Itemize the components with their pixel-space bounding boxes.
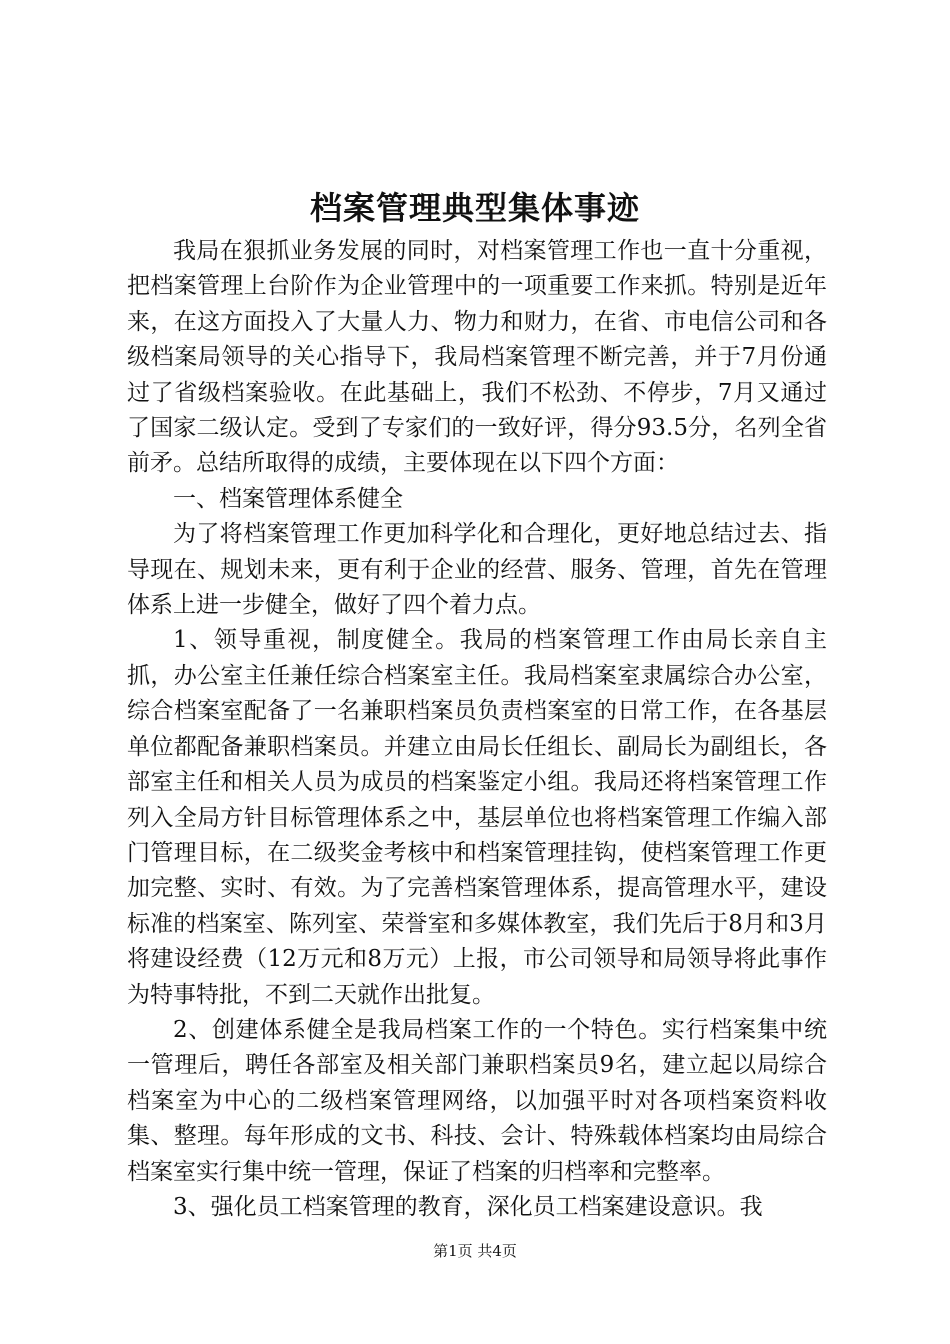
paragraph-point-1: 1、领导重视，制度健全。我局的档案管理工作由局长亲自主抓，办公室主任兼任综合档案室主任。我局档案室隶属综合办公室，综合档案室配备了一名兼职档案员负责档案室的日常工作，在各基层单位都配备兼职档案员。并建立由局长任组长、副局长为副组长，各部室主任和相关人员为成员的档案鉴定小组。我局还将档案管理工作列入全局方针目标管理体系之中，基层单位也将档案管理工作编入部门管理目标，在二级奖金考核中和档案管理挂钩，使档案管理工作更加完整、实时、有效。为了完善档案管理体系，提高管理水平，建设标准的档案室、陈列室、荣誉室和多媒体教室，我们先后于8月和3月将建设经费（12万元和8万元）上报，市公司领导和局领导将此事作为特事特批，不到二天就作出批复。 (127, 627, 827, 1008)
section-heading-1: 一、档案管理体系健全 (173, 485, 403, 512)
page-footer: 第1页 共4页 (433, 1242, 517, 1260)
document-title: 档案管理典型集体事迹 (309, 189, 640, 227)
paragraph-point-2: 2、创建体系健全是我局档案工作的一个特色。实行档案集中统一管理后，聘任各部室及相关部门兼职档案员9名，建立起以局综合档案室为中心的二级档案管理网络，以加强平时对各项档案资料收集、整理。每年形成的文书、科技、会计、特殊载体档案均由局综合档案室实行集中统一管理，保证了档案的归档率和完整率。 (127, 1016, 827, 1185)
paragraph-intro: 我局在狠抓业务发展的同时，对档案管理工作也一直十分重视，把档案管理上台阶作为企业管理中的一项重要工作来抓。特别是近年来，在这方面投入了大量人力、物力和财力，在省、市电信公司和各级档案局领导的关心指导下，我局档案管理不断完善，并于7月份通过了省级档案验收。在此基础上，我们不松劲、不停步，7月又通过了国家二级认定。受到了专家们的一致好评，得分93.5分，名列全省前矛。总结所取得的成绩，主要体现在以下四个方面： (127, 238, 827, 477)
paragraph-section-1-intro: 为了将档案管理工作更加科学化和合理化，更好地总结过去、指导现在、规划未来，更有利于企业的经营、服务、管理，首先在管理体系上进一步健全，做好了四个着力点。 (127, 521, 827, 619)
paragraph-point-3: 3、强化员工档案管理的教育，深化员工档案建设意识。我 (173, 1193, 763, 1220)
document-body (127, 234, 827, 1225)
